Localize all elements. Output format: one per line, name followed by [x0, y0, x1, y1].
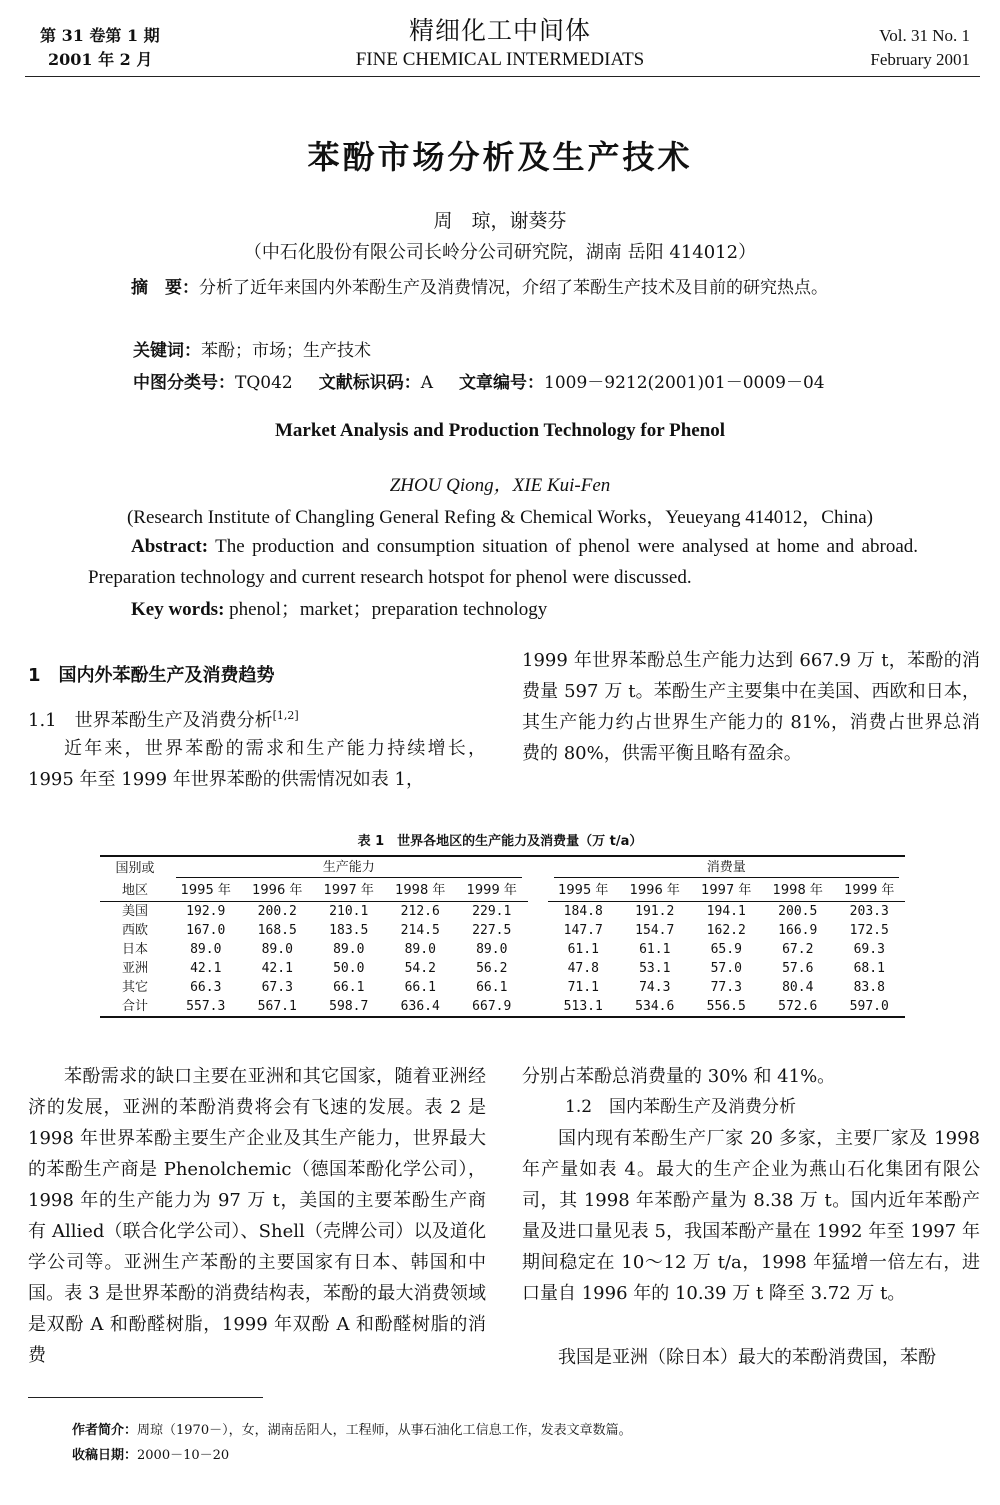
received-date	[72, 1444, 229, 1463]
volume-en: Vol. 31 No. 1	[879, 26, 970, 45]
column-gap	[528, 959, 548, 978]
keywords-text: 苯酚；市场；生产技术	[201, 341, 371, 361]
table-cell-consumption: 69.3	[853, 942, 885, 957]
table-cell-capacity: 636.4	[385, 997, 457, 1017]
paragraph-2: 1999 年世界苯酚总生产能力达到 667.9 万 t，苯酚的消费量 597 万 t。苯酚生产主要集中在美国、西欧和日本，其生产能力约占世界生产能力的 81%，消费占世界总消费的 80%，供需平衡且略有盈余。	[522, 650, 980, 764]
table-1-caption: 表 1 世界各地区的生产能力及消费量（万 t/a）	[357, 834, 643, 849]
table-cell-consumption: 68.1	[853, 961, 885, 976]
table-cell-capacity: 168.5	[257, 923, 297, 938]
author-bio-label: 作者简介：	[72, 1423, 138, 1438]
group-capacity: 生产能力	[176, 858, 522, 878]
table-row	[100, 959, 905, 978]
paragraph-3: 苯酚需求的缺口主要在亚洲和其它国家，随着亚洲经济的发展，亚洲的苯酚消费将会有飞速的发展。表 2 是 1998 年世界苯酚主要生产企业及其生产能力，世界最大的苯酚生产商是 Phenolchemic（德国苯酚化学公司），1998 年的生产能力为 97 万 t，美国的主要苯酚生产商有 Allied（联合化学公司）、Shell（壳牌公司）以及道化学公司等。亚洲生产苯酚的主要国家有日本、韩国和中国。表 3 是世界苯酚的消费结构表，苯酚的最大消费领域是双酚 A 和酚醛树脂，1999 年双酚 A 和酚醛树脂的消费	[28, 1066, 486, 1366]
table-cell-consumption: 513.1	[548, 997, 620, 1017]
header-issue-en	[870, 24, 970, 72]
table-row	[100, 940, 905, 959]
keywords-cn	[133, 336, 371, 361]
english-keywords	[131, 594, 547, 621]
consumption-year-2: 1997 年	[691, 879, 763, 902]
table-cell-consumption: 203.3	[849, 904, 889, 919]
table-cell-capacity: 42.1	[190, 961, 222, 976]
article-title: 苯酚市场分析及生产技术	[307, 138, 693, 176]
table-cell-capacity: 229.1	[472, 904, 512, 919]
table-cell-capacity: 66.1	[333, 980, 365, 995]
col-region-1: 国别或	[100, 856, 170, 879]
table-cell-capacity: 214.5	[400, 923, 440, 938]
table-1	[100, 855, 905, 1018]
table-cell-capacity: 56.2	[476, 961, 508, 976]
english-keywords-text: phenol；market；preparation technology	[224, 599, 548, 620]
capacity-year-3: 1998 年	[385, 879, 457, 902]
affiliation: （中石化股份有限公司长岭分公司研究院，湖南 岳阳 414012）	[243, 242, 757, 263]
table-cell-consumption: 147.7	[563, 923, 603, 938]
table-cell-region: 西欧	[121, 923, 148, 938]
col-region-2: 地区	[100, 879, 170, 902]
date-cn: 2001 年 2 月	[48, 50, 153, 69]
table-cell-capacity: 54.2	[404, 961, 436, 976]
classification-line	[133, 368, 825, 393]
footnote-rule	[28, 1397, 263, 1398]
table-cell-capacity: 89.0	[261, 942, 293, 957]
header-issue	[40, 24, 160, 72]
table-cell-consumption: 166.9	[778, 923, 818, 938]
table-cell-consumption: 57.6	[782, 961, 814, 976]
group-consumption: 消费量	[554, 858, 900, 878]
journal-masthead	[300, 14, 700, 72]
capacity-year-4: 1999 年	[456, 879, 528, 902]
table-cell-consumption: 191.2	[635, 904, 675, 919]
received-date-label: 收稿日期：	[72, 1448, 138, 1463]
table-cell-capacity: 667.9	[456, 997, 528, 1017]
author-bio-text: 周琼（1970－），女，湖南岳阳人，工程师，从事石油化工信息工作，发表文章数篇。	[137, 1423, 632, 1438]
table-cell-consumption: 77.3	[710, 980, 742, 995]
authors: 周 琼，谢葵芬	[433, 210, 567, 232]
table-cell-consumption: 83.8	[853, 980, 885, 995]
table-cell-consumption: 61.1	[639, 942, 671, 957]
paragraph-6: 我国是亚洲（除日本）最大的苯酚消费国，苯酚	[558, 1347, 936, 1368]
cls-value: TQ042	[235, 373, 293, 393]
table-cell-capacity: 67.3	[261, 980, 293, 995]
column-gap	[528, 879, 548, 902]
table-cell-consumption: 53.1	[639, 961, 671, 976]
english-abstract-label: Abstract:	[131, 536, 209, 557]
english-abstract-text: The production and consumption situation of phenol were analysed at home and abroad. Preparation technology and current research hotspot for phenol were discussed.	[88, 536, 918, 588]
abstract-label: 摘 要：	[131, 278, 199, 298]
article-no-value: 1009－9212(2001)01－0009－04	[544, 373, 825, 393]
table-cell-consumption: 172.5	[849, 923, 889, 938]
table-cell-region: 其它	[121, 980, 148, 995]
table-cell-consumption: 80.4	[782, 980, 814, 995]
date-en: February 2001	[870, 50, 970, 69]
section-1-2-heading: 1.2 国内苯酚生产及消费分析	[565, 1097, 797, 1117]
column-gap	[528, 940, 548, 959]
table-cell-consumption: 65.9	[710, 942, 742, 957]
volume-cn: 第 31 卷第 1 期	[40, 26, 160, 45]
column-gap	[528, 978, 548, 997]
abstract-text: 分析了近年来国内外苯酚生产及消费情况，介绍了苯酚生产技术及目前的研究热点。	[199, 278, 828, 298]
capacity-year-1: 1996 年	[242, 879, 314, 902]
column-gap	[528, 921, 548, 940]
table-cell-capacity: 89.0	[476, 942, 508, 957]
table-cell-consumption: 57.0	[710, 961, 742, 976]
section-1-1-title: 1.1 世界苯酚生产及消费分析	[28, 710, 273, 731]
table-cell-capacity: 210.1	[329, 904, 369, 919]
section-1-1-heading	[28, 706, 299, 732]
english-affiliation: (Research Institute of Changling General Refing & Chemical Works，Yeueyang 414012，China)	[126, 507, 873, 528]
abstract-cn	[88, 271, 918, 305]
table-cell-capacity: 89.0	[404, 942, 436, 957]
table-cell-capacity: 227.5	[472, 923, 512, 938]
table-cell-capacity: 212.6	[400, 904, 440, 919]
table-cell-consumption: 61.1	[567, 942, 599, 957]
doc-label: 文献标识码：	[318, 373, 421, 393]
table-cell-consumption: 74.3	[639, 980, 671, 995]
journal-name-en: FINE CHEMICAL INTERMEDIATS	[355, 49, 645, 70]
table-cell-region: 美国	[121, 904, 148, 919]
table-cell-region: 亚洲	[121, 961, 148, 976]
paragraph-5: 国内现有苯酚生产厂家 20 多家，主要厂家及 1998 年产量如表 4。最大的生产企业为燕山石化集团有限公司，其 1998 年苯酚产量为 8.38 万 t。国内近年苯酚产量及进口量见表 5，我国苯酚产量在 1992 年至 1997 年期间稳定在 10～12 万 t/a，1998 年猛增一倍左右，进口量自 1996 年的 10.39 万 t 降至 3.72 万 t。	[522, 1128, 980, 1304]
english-authors: ZHOU Qiong，XIE Kui-Fen	[389, 475, 611, 496]
table-row	[100, 902, 905, 922]
consumption-year-4: 1999 年	[834, 879, 906, 902]
table-cell-region: 日本	[121, 942, 148, 957]
table-cell-region: 合计	[100, 997, 170, 1017]
table-cell-consumption: 71.1	[567, 980, 599, 995]
table-cell-capacity: 66.3	[190, 980, 222, 995]
table-cell-capacity: 89.0	[333, 942, 365, 957]
table-cell-consumption: 162.2	[706, 923, 746, 938]
table-cell-consumption: 597.0	[834, 997, 906, 1017]
table-cell-consumption: 47.8	[567, 961, 599, 976]
table-cell-capacity: 167.0	[186, 923, 226, 938]
english-keywords-label: Key words:	[131, 599, 225, 620]
table-cell-capacity: 89.0	[190, 942, 222, 957]
table-cell-consumption: 556.5	[691, 997, 763, 1017]
section-1-1-ref: [1,2]	[272, 709, 299, 722]
table-row	[100, 978, 905, 997]
consumption-year-0: 1995 年	[548, 879, 620, 902]
consumption-year-1: 1996 年	[619, 879, 691, 902]
table-cell-consumption: 184.8	[563, 904, 603, 919]
table-cell-consumption: 534.6	[619, 997, 691, 1017]
paragraph-4: 分别占苯酚总消费量的 30% 和 41%。	[522, 1066, 836, 1087]
article-no-label: 文章编号：	[459, 373, 545, 393]
table-cell-consumption: 67.2	[782, 942, 814, 957]
table-cell-capacity: 557.3	[170, 997, 242, 1017]
english-abstract	[88, 531, 918, 593]
table-cell-capacity: 200.2	[257, 904, 297, 919]
table-cell-capacity: 192.9	[186, 904, 226, 919]
table-cell-consumption: 572.6	[762, 997, 834, 1017]
table-cell-capacity: 50.0	[333, 961, 365, 976]
table-cell-capacity: 183.5	[329, 923, 369, 938]
column-gap	[528, 997, 548, 1017]
received-date-value: 2000－10－20	[137, 1448, 230, 1463]
journal-name-cn: 精细化工中间体	[408, 16, 591, 45]
table-cell-capacity: 598.7	[313, 997, 385, 1017]
table-row	[100, 921, 905, 940]
table-cell-consumption: 154.7	[635, 923, 675, 938]
table-cell-capacity: 567.1	[242, 997, 314, 1017]
english-title: Market Analysis and Production Technology for Phenol	[274, 420, 726, 441]
table-cell-capacity: 42.1	[261, 961, 293, 976]
table-row	[100, 997, 905, 1017]
author-bio	[72, 1419, 632, 1438]
capacity-year-0: 1995 年	[170, 879, 242, 902]
table-cell-consumption: 194.1	[706, 904, 746, 919]
doc-value: A	[420, 373, 434, 393]
cls-label: 中图分类号：	[133, 373, 235, 393]
capacity-year-2: 1997 年	[313, 879, 385, 902]
header-rule	[25, 76, 980, 77]
column-gap	[528, 902, 548, 922]
table-cell-consumption: 200.5	[778, 904, 818, 919]
table-cell-capacity: 66.1	[476, 980, 508, 995]
table-cell-capacity: 66.1	[404, 980, 436, 995]
consumption-year-3: 1998 年	[762, 879, 834, 902]
section-1-heading: 1 国内外苯酚生产及消费趋势	[28, 665, 275, 686]
paragraph-1: 近年来，世界苯酚的需求和生产能力持续增长，1995 年至 1999 年世界苯酚的供需情况如表 1，	[28, 738, 486, 790]
keywords-label: 关键词：	[133, 341, 201, 361]
